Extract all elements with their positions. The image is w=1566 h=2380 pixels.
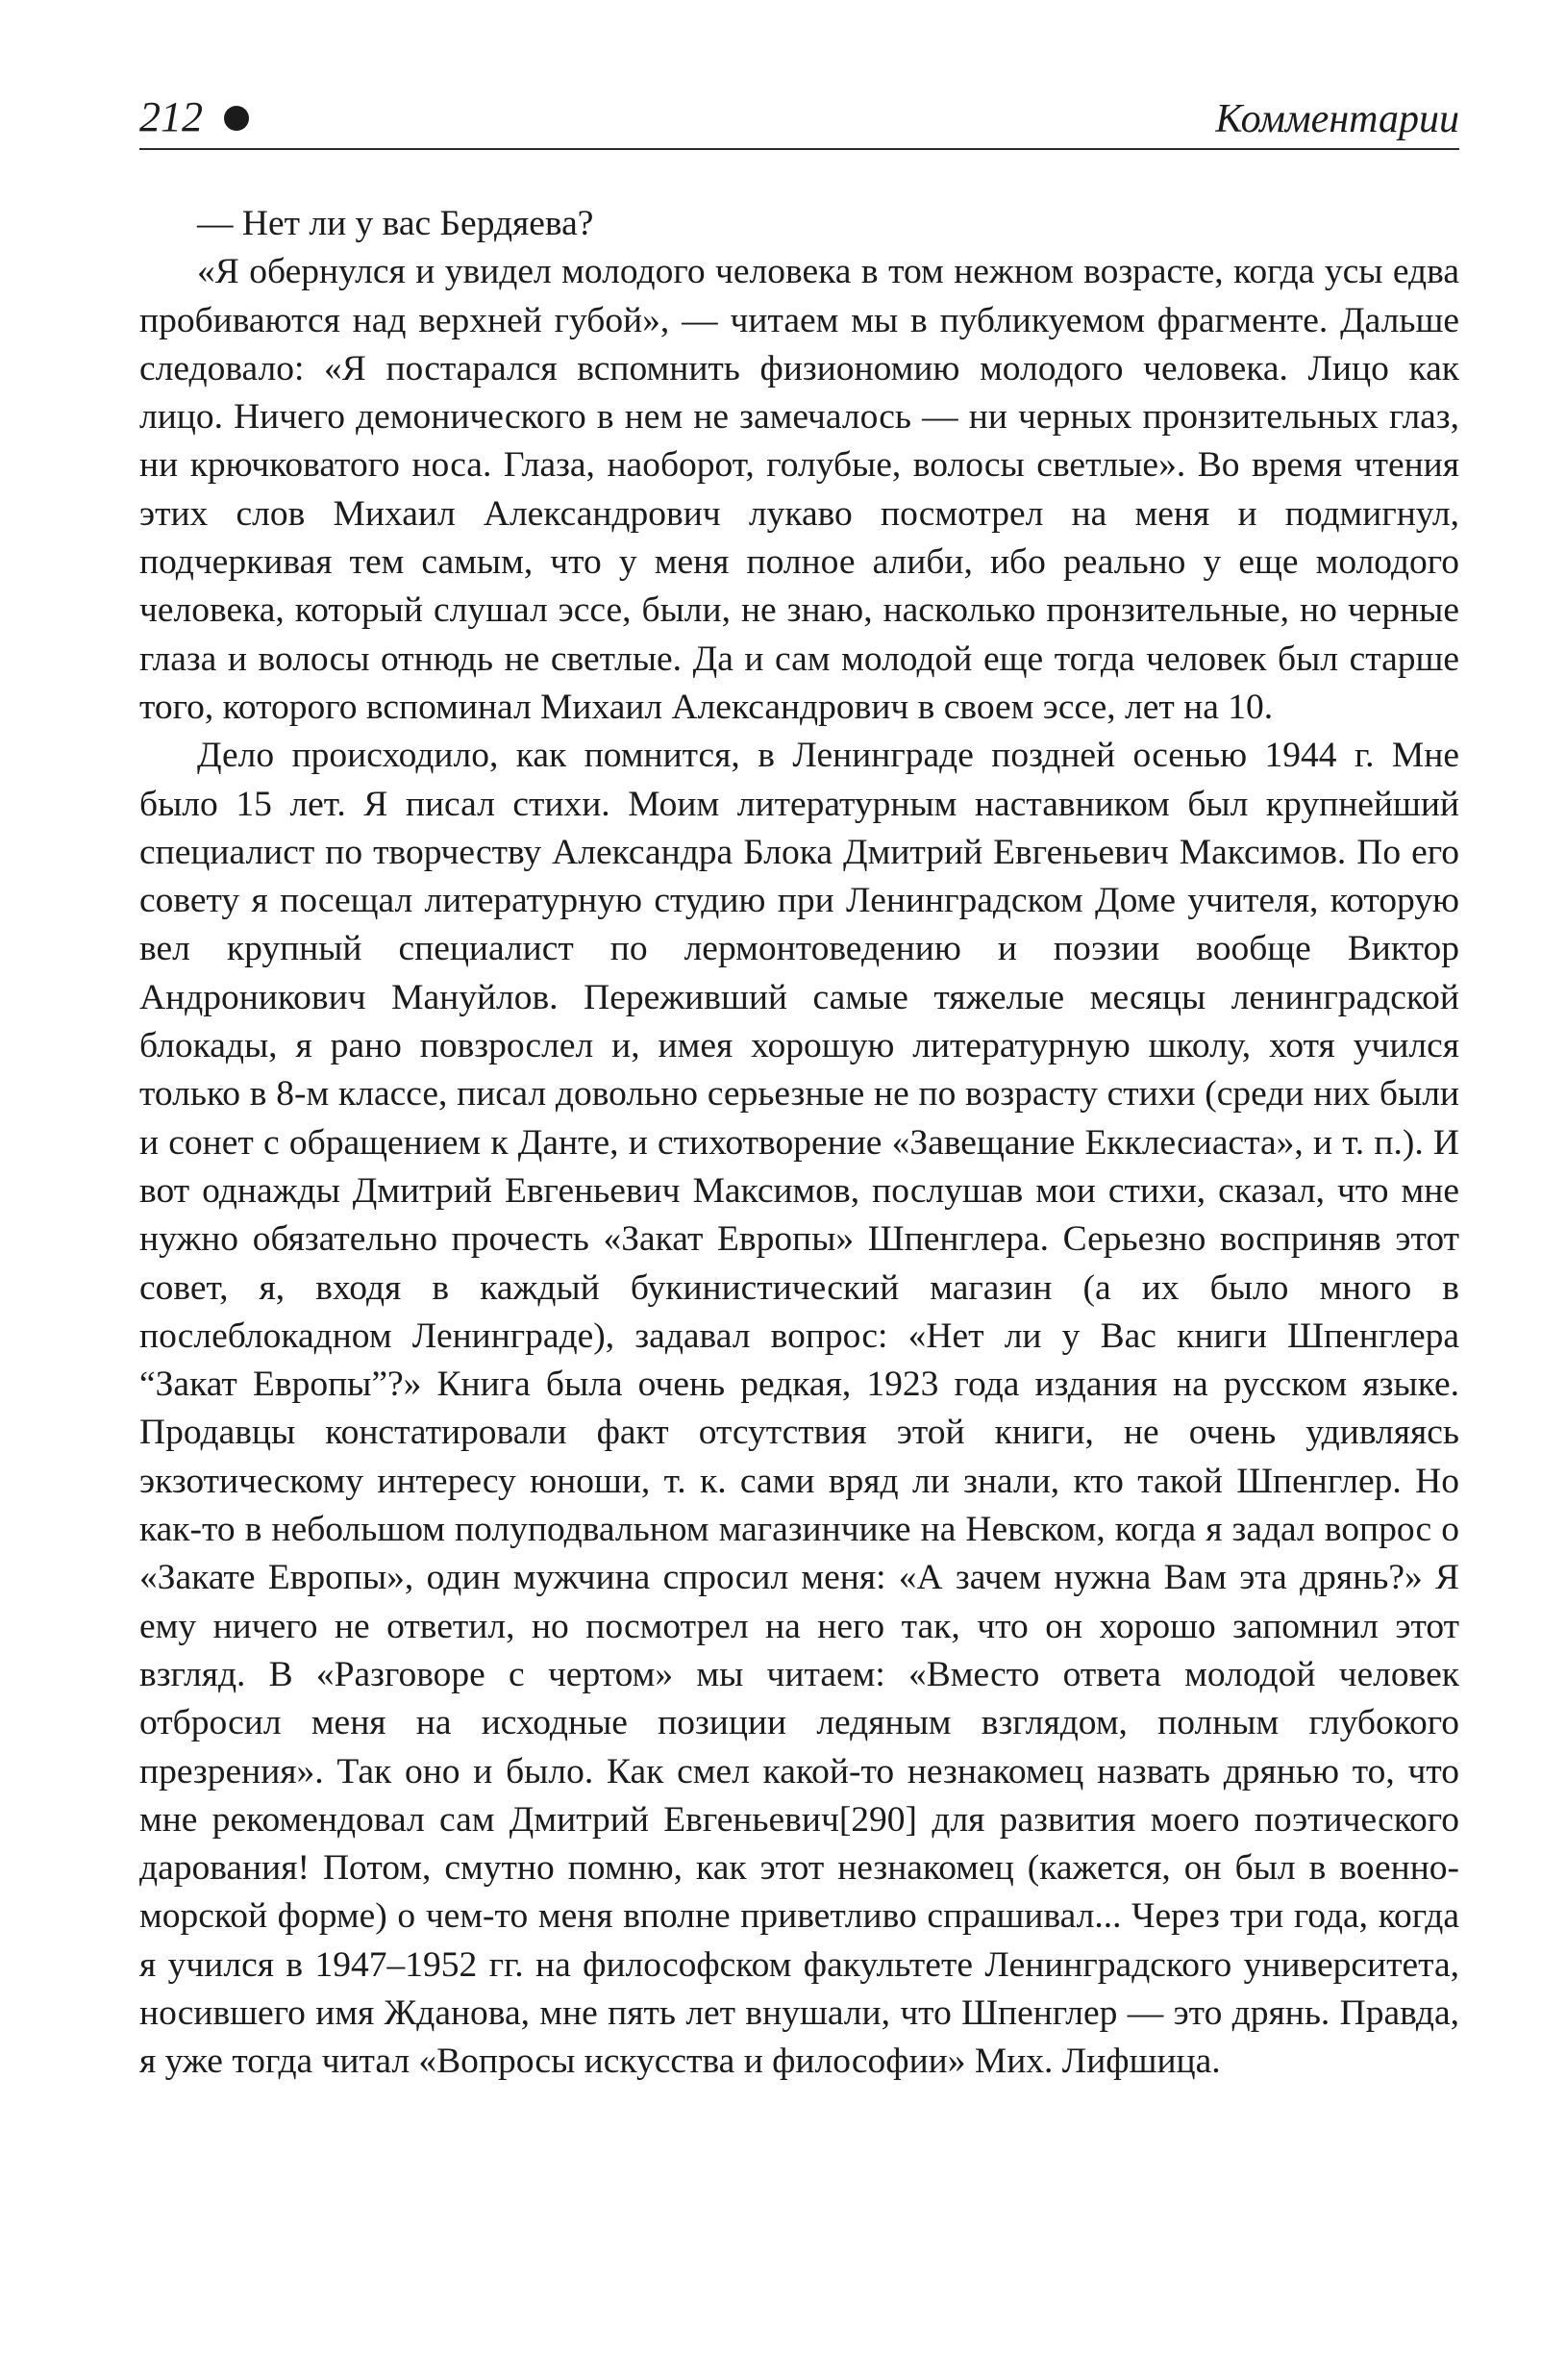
body-text	[139, 200, 1459, 2087]
bullet-dot-icon	[224, 106, 249, 131]
paragraph: Дело происходило, как помнится, в Ленинграде поздней осенью 1944 г. Мне было 15 лет. Я писал стихи. Моим литературным наставником был крупнейший специалист по творчеству Александра Блока Дмитрий Евгеньевич Максимов. По его совету я посещал литературную студию при Ленинградском Доме учителя, которую вел крупный специалист по лермонтоведению и поэзии вообще Виктор Андроникович Мануйлов. Переживший самые тяжелые месяцы ленинградской блокады, я рано повзрослел и, имея хорошую литературную школу, хотя учился только в 8-м классе, писал довольно серьезные не по возрасту стихи (среди них были и сонет с обращением к Данте, и стихотворение «Завещание Екклесиаста», и т. п.). И вот однажды Дмитрий Евгеньевич Максимов, послушав мои стихи, сказал, что мне нужно обязательно прочесть «Закат Европы» Шпенглера. Серьезно восприняв этот совет, я, входя в каждый букинистический магазин (а их было много в послеблокадном Ленинграде), задавал вопрос: «Нет ли у Вас книги Шпенглера “Закат Европы”?» Книга была очень редкая, 1923 года издания на русском языке. Продавцы констатировали факт отсутствия этой книги, не очень удивляясь экзотическому интересу юноши, т. к. сами вряд ли знали, кто такой Шпенглер. Но как-то в небольшом полуподвальном магазинчике на Невском, когда я задал вопрос о «Закате Европы», один мужчина спросил меня: «А зачем нужна Вам эта дрянь?» Я ему ничего не ответил, но посмотрел на него так, что он хорошо запомнил этот взгляд. В «Разговоре с чертом» мы читаем: «Вместо ответа молодой человек отбросил меня на исходные позиции ледяным взглядом, полным глубокого презрения». Так оно и было. Как смел какой-то незнакомец назвать дрянью то, что мне рекомендовал сам Дмитрий Евгеньевич[290] для развития моего поэтического дарования! Потом, смутно помню, как этот незнакомец (кажется, он был в военно-морской форме) о чем-то меня вполне приветливо спрашивал... Через три года, когда я учился в 1947–1952 гг. на философском факультете Ленинградского университета, носившего имя Жданова, мне пять лет внушали, что Шпенглер — это дрянь. Правда, я уже тогда читал «Вопросы искусства и философии» Мих. Лифшица.	[139, 736, 1459, 2082]
paragraph: «Я обернулся и увидел молодого человека в том нежном возрасте, когда усы едва пробиваются над верхней губой», — читаем мы в публикуемом фрагменте. Дальше следовало: «Я постарался вспомнить физиономию молодого человека. Лицо как лицо. Ничего демонического в нем не замечалось — ни черных пронзительных глаз, ни крючковатого носа. Глаза, наоборот, голубые, волосы светлые». Во время чтения этих слов Михаил Александрович лукаво посмотрел на меня и подмигнул, подчеркивая тем самым, что у меня полное алиби, ибо реально у еще молодого человека, который слушал эссе, были, не знаю, насколько пронзительные, но черные глаза и волосы отнюдь не светлые. Да и сам молодой еще тогда человек был старше того, которого вспоминал Михаил Александрович в своем эссе, лет на 10.	[139, 252, 1459, 727]
section-title: Комментарии	[1215, 97, 1459, 141]
running-head	[139, 92, 1459, 150]
paragraph: — Нет ли у вас Бердяева?	[197, 204, 594, 243]
page-number: 212	[139, 93, 203, 140]
